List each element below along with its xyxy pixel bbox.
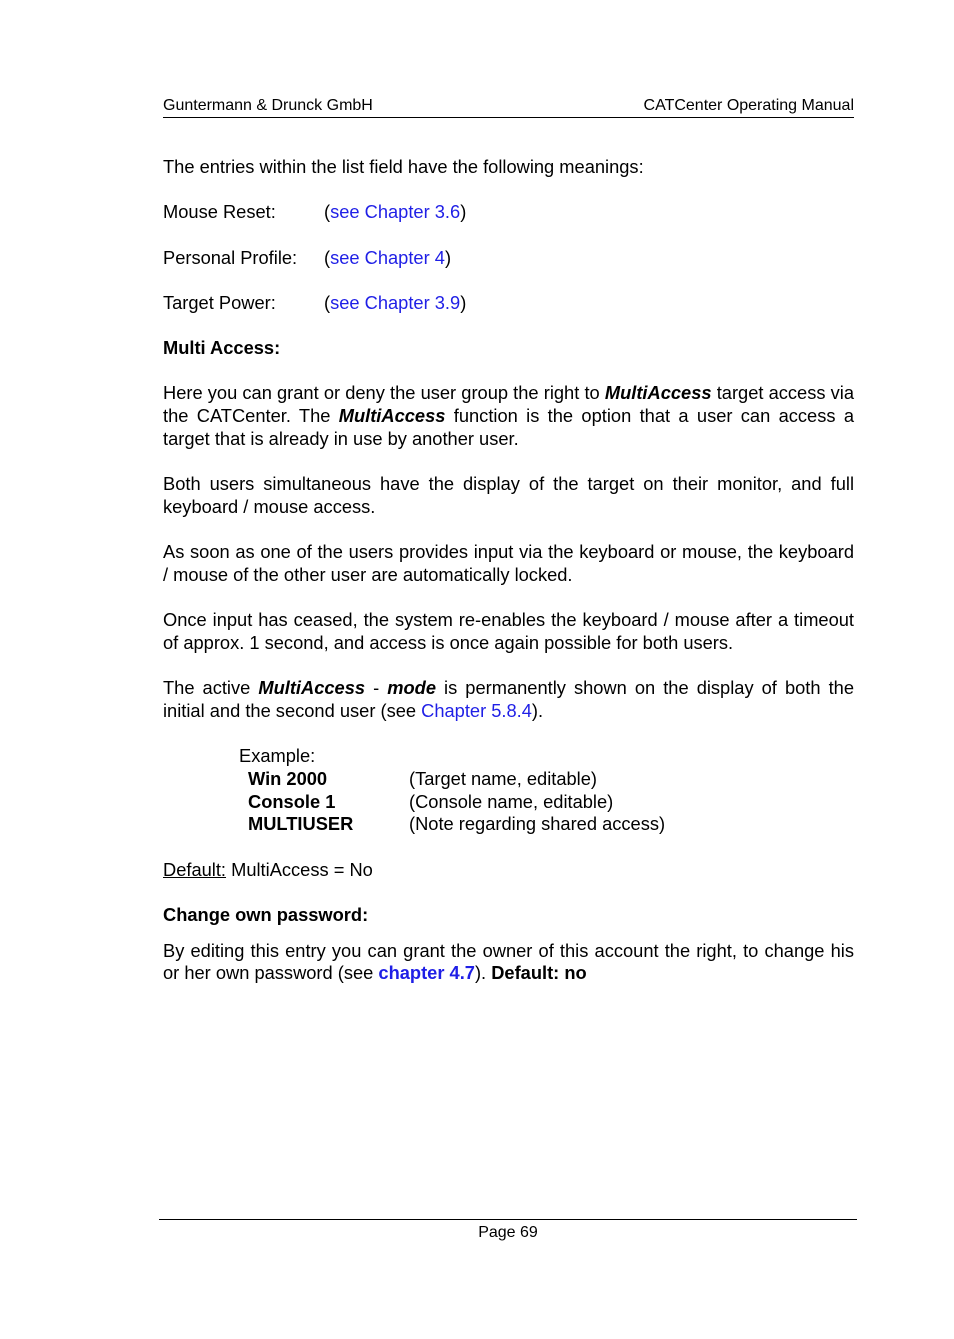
paren-open: ( xyxy=(324,246,331,268)
default-no: Default: no xyxy=(491,962,587,984)
text: By editing this entry you can grant the owner of this account the right, to change his or her own password (see xyxy=(163,939,854,984)
multi-access-paragraph-1 xyxy=(163,382,854,450)
default-value: MultiAccess = No xyxy=(226,858,373,880)
example-key: Win 2000 xyxy=(248,767,328,789)
link-chapter-4[interactable]: see Chapter 4 xyxy=(330,246,445,268)
default-label: Default: xyxy=(163,858,227,880)
multi-access-paragraph-4: Once input has ceased, the system re-enables the keyboard / mouse after a timeout of approx. 1 second, and access is once again possible for both users. xyxy=(163,609,854,653)
text: The active xyxy=(163,677,259,699)
multi-access-paragraph-5 xyxy=(163,677,854,722)
example-block xyxy=(239,745,854,836)
intro-text: The entries within the list field have the following meanings: xyxy=(163,156,644,177)
paren-open: ( xyxy=(324,201,331,223)
example-title: Example: xyxy=(239,745,316,767)
link-chapter-3-6[interactable]: see Chapter 3.6 xyxy=(330,201,461,223)
link-chapter-4-7[interactable]: chapter 4.7 xyxy=(378,962,475,984)
header-company: Guntermann & Drunck GmbH xyxy=(163,97,373,114)
emphasis: mode xyxy=(387,677,436,699)
text: is permanently shown on the display of both the initial and the second user (see xyxy=(163,677,854,721)
text: target access via the CATCenter. The xyxy=(163,382,854,427)
entry-label: Target Power: xyxy=(163,291,276,313)
paren-close: ) xyxy=(460,201,467,223)
text: ). xyxy=(531,699,544,721)
example-row xyxy=(239,768,854,791)
example-value: (Console name, editable) xyxy=(409,790,614,812)
page-content xyxy=(163,156,854,985)
entry-label: Mouse Reset: xyxy=(163,201,276,223)
entry-mouse-reset xyxy=(163,201,854,224)
text: - xyxy=(365,677,388,699)
entry-label: Personal Profile: xyxy=(163,246,298,268)
emphasis: MultiAccess xyxy=(604,382,712,404)
link-chapter-5-8-4[interactable]: Chapter 5.8.4 xyxy=(421,699,532,721)
change-password-heading: Change own password: xyxy=(163,903,369,925)
example-key: MULTIUSER xyxy=(248,813,354,835)
change-password-paragraph xyxy=(163,940,854,985)
paren-close: ) xyxy=(444,246,452,268)
entry-target-power xyxy=(163,292,854,315)
example-row xyxy=(239,791,854,814)
multi-access-heading: Multi Access: xyxy=(163,337,281,359)
footer-divider xyxy=(159,1219,857,1220)
emphasis: MultiAccess xyxy=(338,405,446,427)
emphasis: MultiAccess xyxy=(258,677,366,699)
example-row xyxy=(239,813,854,836)
default-line xyxy=(163,859,854,882)
page-header xyxy=(163,96,854,118)
header-manual-title: CATCenter Operating Manual xyxy=(643,97,854,114)
link-chapter-3-9[interactable]: see Chapter 3.9 xyxy=(330,291,461,313)
example-key: Console 1 xyxy=(248,790,336,812)
example-value: (Note regarding shared access) xyxy=(409,813,666,835)
example-value: (Target name, editable) xyxy=(409,767,597,789)
page-number: Page 69 xyxy=(478,1224,538,1241)
paren-open: ( xyxy=(324,291,331,313)
text: function is the option that a user can access a target that is already in use by another user. xyxy=(163,405,855,449)
entry-personal-profile xyxy=(163,247,854,270)
multi-access-paragraph-3: As soon as one of the users provides input via the keyboard or mouse, the keyboard / mouse of the other user are automatically locked. xyxy=(163,541,854,585)
multi-access-paragraph-2: Both users simultaneous have the display of the target on their monitor, and full keyboard / mouse access. xyxy=(163,473,854,517)
paren-close: ) xyxy=(460,291,467,313)
text: Here you can grant or deny the user group the right to xyxy=(163,382,605,404)
text: ). xyxy=(474,962,492,984)
